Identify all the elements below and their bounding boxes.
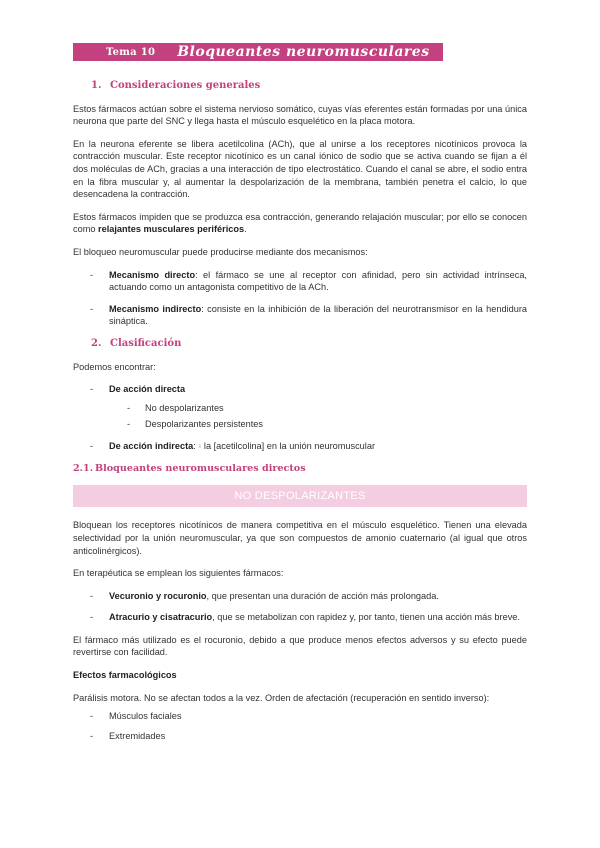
subsection-number: 2.1. [73,462,94,474]
no-despolarizantes-banner: NO DESPOLARIZANTES [73,485,527,507]
down-arrow-icon: ↓ [198,443,202,450]
bold-term: De acción indirecta [109,440,194,451]
section-title: Clasificación [110,337,182,349]
text: , que se metabolizan con rapidez y, por tanto, tienen una acción más breve. [212,612,520,623]
text: : el fármaco se une al receptor con afinidad, pero sin actividad intrínseca, actuando como un antagonista competitivo de la ACh. [109,269,527,293]
section-2-heading [73,338,527,351]
text: . [244,224,247,235]
paragraph: El fármaco más utilizado es el rocuronio, debido a que produce menos efectos adversos y su efecto puede revertirse con facilidad. [73,634,527,658]
paragraph: Bloquean los receptores nicotínicos de manera competitiva en el músculo esquelético. Tienen una elevada selectividad por la unión neuromuscular, ya que son compuestos de amonio cuaternario (al igual que otros anticolinérgicos). [73,520,527,556]
paragraph [73,211,527,236]
section-title: Consideraciones generales [110,80,261,91]
list-item [73,269,527,294]
drug-list [73,590,527,624]
paragraph: Podemos encontrar: [73,361,156,372]
paragraph: El bloqueo neuromuscular puede producirse mediante dos mecanismos: [73,246,368,257]
bold-term: relajantes musculares periféricos [98,224,245,235]
subsection-2-1-heading [73,463,527,476]
list-item: - Músculos faciales [73,710,527,723]
text: , que presentan una duración de acción más prolongada. [206,590,439,601]
text: : [193,440,199,451]
bold-term: Mecanismo indirecto [109,303,202,314]
section-number: 1. [91,80,102,91]
topic-title: Bloqueantes neuromusculares [177,44,430,60]
paragraph: Parálisis motora. No se afectan todos a la vez. Orden de afectación (recuperación en sentido inverso): [73,692,490,703]
sub-list [109,402,527,431]
list-item [73,590,527,603]
list-item [73,383,527,431]
document-body [73,80,527,749]
text: la [acetilcolina] en la unión neuromuscular [201,440,376,451]
effects-heading: Efectos farmacológicos [73,670,177,681]
paragraph: En la neurona eferente se libera acetilcolina (ACh), que al unirse a los receptores nicotínicos provoca la contracción muscular. Este receptor nicotínico es un canal iónico de sodio que se activa cuando se fijan a él dos moléculas de ACh, gracias a una interacción de tipo electrostático. Cuando el canal se abre, el sodio entra en la fibra muscular y, al aumentar la despolarización de la membrana, también penetra el calcio, lo que desencadena la contracción. [73,138,527,200]
bold-term: Atracurio y cisatracurio [109,612,213,623]
topic-number: Tema 10 [106,46,156,58]
bold-term: Vecuronio y rocuronio [109,590,207,601]
effects-list [73,710,527,742]
paragraph: En terapéutica se emplean los siguientes fármacos: [73,568,284,579]
list-item: - Extremidades [73,730,527,743]
sub-list-item: - No despolarizantes [109,402,527,415]
section-1-heading [73,80,527,93]
bold-term: Mecanismo directo [109,269,196,280]
text: : consiste en la inhibición de la liberación del neurotransmisor en la hendidura sináptica. [109,303,528,327]
section-number: 2. [91,337,102,349]
list-item [73,440,527,453]
list-item [73,303,527,328]
paragraph: Estos fármacos actúan sobre el sistema nervioso somático, cuyas vías eferentes están formadas por una única neurona que parte del SNC y llega hasta el músculo esquelético en la placa motora. [73,103,527,127]
mechanism-list [73,269,527,328]
sub-list-item: - Despolarizantes persistentes [109,418,527,431]
classification-list [73,383,527,453]
page-header [73,43,443,61]
bold-term: De acción directa [109,384,186,395]
list-item [73,611,527,624]
text: Estos fármacos impiden que se produzca esa contracción, generando relajación muscular; por ello se conocen como [73,211,527,235]
subsection-title: Bloqueantes neuromusculares directos [95,462,306,474]
